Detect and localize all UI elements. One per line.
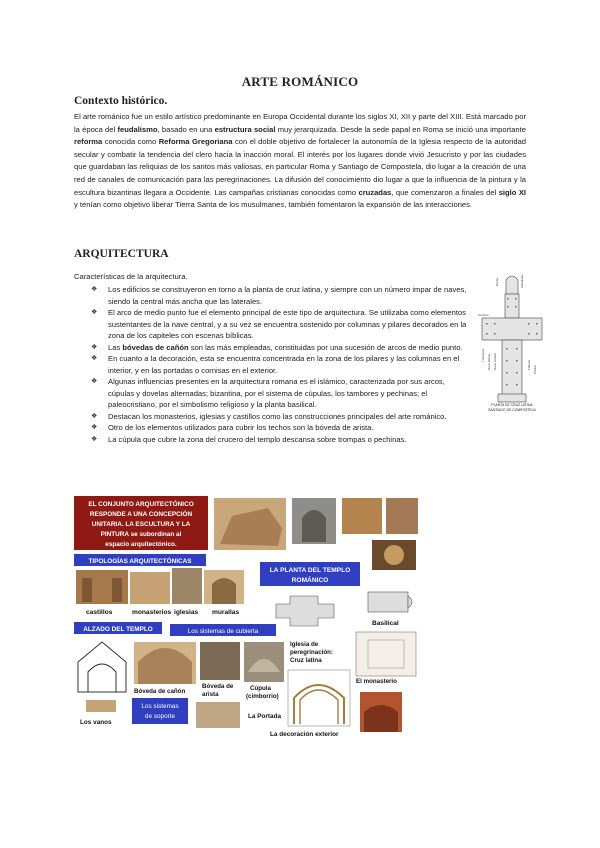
plan-label: Crucero [478, 313, 489, 317]
architecture-intro: Características de la arquitectura. [74, 272, 188, 281]
plan-caption-line1: PLANTA DE CRUZ LATINA [491, 403, 533, 407]
list-item: ❖ Otro de los elementos utilizados para cubrir los techos son la bóveda de arista. [91, 422, 526, 434]
iglesia-peregrinacion-label: Iglesia de [290, 641, 319, 648]
portada-label: La Portada [248, 713, 282, 720]
list-item: ❖ En cuanto a la decoración, esta se encuentra concentrada en la zona de los pilares y las columnas en el interior, y en las portadas o cornisas en el exterior. [91, 353, 470, 376]
iglesia-peregrinacion-label: Cruz latina [290, 657, 322, 664]
page-title: ARTE ROMÁNICO [241, 74, 359, 89]
list-item: ❖ Destacan los monasterios, iglesias y castillos como las construcciones principales del arte románico. [91, 411, 526, 423]
basilical-label: Basilical [372, 620, 399, 627]
cupula-label: Cúpula [250, 685, 271, 692]
tipologias-label: TIPOLOGÍAS ARQUITECTÓNICAS [88, 558, 192, 565]
plan-label: Nave central [493, 353, 497, 370]
list-item: ❖ Las bóvedas de cañón son las más empleadas, constituidas por una sucesión de arcos de medio punto. [91, 342, 470, 354]
plan-label: Girola [495, 277, 499, 286]
red-panel-line: UNITARIA. LA ESCULTURA Y LA [91, 521, 191, 528]
architecture-list [91, 284, 526, 445]
list-item: ❖ Los edificios se construyeron en torno a la planta de cruz latina, y siempre con un número impar de naves, siendo la central más ancha que las laterales. [91, 284, 470, 307]
red-panel-line: espacio arquitectónico. [105, 541, 177, 548]
planta-label-line2: ROMÁNICO [291, 577, 329, 584]
red-panel-line: EL CONJUNTO ARQUITECTÓNICO [88, 501, 194, 508]
list-item: ❖ Algunas influencias presentes en la arquitectura romana es el islámico, caracterizada por sus arcos, cúpulas y dovelas alternadas; bizantina, por el sistema de cúpulas, los tambores y pechinas; el paleocristiano, por el simbolismo religioso y la planta basilical. [91, 376, 470, 411]
list-item: ❖ La cúpula que cubre la zona del crucero del templo descansa sobre trompas o pechinas. [91, 434, 526, 446]
plan-caption-line2: SANTIAGO DE COMPOSTELA [488, 408, 536, 412]
red-panel-line: PINTURA se subordinan al [100, 531, 182, 538]
boveda-canon-label: Bóveda de cañón [134, 688, 186, 695]
sistemas-cubierta-label: Los sistemas de cubierta [187, 628, 259, 635]
plan-label: Tribuna [527, 359, 531, 370]
architecture-heading: ARQUITECTURA [74, 248, 169, 260]
plan-label: Transepto [481, 348, 485, 362]
context-heading: Contexto histórico. [74, 95, 168, 107]
castillos-label: castillos [86, 609, 113, 616]
decoracion-exterior-label: La decoración exterior [270, 731, 339, 738]
boveda-arista-label: arista [202, 691, 219, 698]
sistemas-soporte-label: de soporte [144, 713, 176, 720]
planta-label-line1: LA PLANTA DEL TEMPLO [269, 567, 351, 574]
vanos-label: Los vanos [80, 719, 112, 726]
list-item: ❖ El arco de medio punto fue el elemento principal de este tipo de arquitectura. Se utilizaba como elementos sustentantes de la nave central, y a su vez se encuentra sostenido por columnas y pilares decorados en la zona de los capiteles con escenas bíblicas. [91, 307, 470, 342]
plan-label: Pórtico [533, 364, 537, 374]
boveda-arista-label: Bóveda de [202, 683, 234, 690]
murallas-label: murallas [212, 609, 240, 616]
context-paragraph: El arte románico fue un estilo artístico predominante en Europa Occidental durante los siglos XI, XII y parte del XIII. Está marcado por la época del feudalismo, basado en una estructura social muy jerarquizada. Desde la sede papal en Roma se inició una importante reforma conocida como Reforma Gregoriana con el doble objetivo de fortalecer la autonomía de la Iglesia respecto de la autoridad secular y combatir la tendencia del clero hacia la inacción moral. El interés por los lugares donde vivió Jesucristo y por las ciudades que guardaban las reliquias de los santos más valiosas, en particular Roma y Santiago de Compostela, dio lugar a la creación de una red de canales de comunicación para las peregrinaciones. La difusión del conocimiento dio lugar a que la influencia de la pintura y la escultura bizantinas llegara a Occidente. Las campañas cristianas conocidas como cruzadas, que comenzaron a finales del siglo XI y tenían como objetivo liberar Tierra Santa de los musulmanes, también fomentaron la expansión de las interacciones. [74, 112, 527, 210]
romanesque-collage-figure [72, 492, 420, 748]
sistemas-soporte-label: Los sistemas [141, 703, 179, 710]
plan-label: Absidiolos [520, 274, 524, 288]
alzado-label: ALZADO DEL TEMPLO [83, 626, 153, 633]
latin-cross-plan-figure [476, 270, 548, 412]
cupula-label: (cimborrio) [246, 693, 279, 700]
plan-label: Nave lateral [487, 353, 491, 370]
iglesias-label: iglesias [174, 609, 199, 616]
typology-images [76, 568, 244, 604]
monasterio-label: El monasterio [356, 678, 397, 685]
red-panel-line: RESPONDE A UNA CONCEPCIÓN [89, 511, 193, 518]
monasterios-label: monasterios [132, 609, 172, 616]
iglesia-peregrinacion-label: peregrinación: [290, 649, 333, 656]
